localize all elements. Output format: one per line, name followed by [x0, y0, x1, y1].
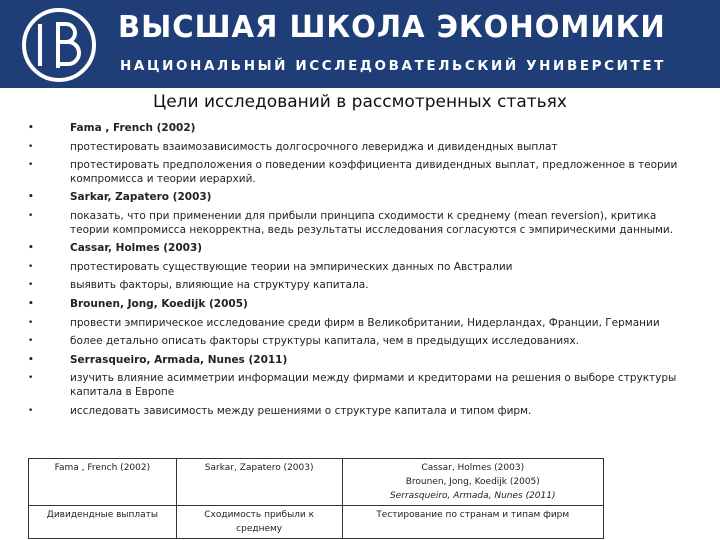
bullet-item	[28, 261, 688, 275]
bullet-dot-icon: •	[28, 405, 34, 416]
bullet-text: исследовать зависимость между решениями о структуре капитала и типом фирм.	[70, 404, 532, 417]
bullet-text: Serrasqueiro, Armada, Nunes (2011)	[70, 353, 288, 366]
table-cell-authors-2: Sarkar, Zapatero (2003)	[176, 459, 342, 506]
bullet-item	[28, 210, 688, 237]
bullet-text: протестировать взаимозависимость долгосрочного левериджа и дивидендных выплат	[70, 140, 558, 153]
bullet-list	[28, 122, 688, 423]
table-cell-line: Serrasqueiro, Armada, Nunes (2011)	[390, 491, 556, 501]
bullet-text: Sarkar, Zapatero (2003)	[70, 191, 212, 204]
table-cell-topic-2: Сходимость прибыли к среднему	[176, 506, 342, 539]
table-row	[29, 459, 604, 506]
bullet-text: показать, что при применении для прибыли принципа сходимости к среднему (mean reversion), критика теории компромисса некорректна, ведь результаты исследования согласуются с эмпирическими данными.	[70, 209, 674, 236]
bullet-text: Cassar, Holmes (2003)	[70, 242, 203, 255]
bullet-item-heading	[28, 242, 688, 256]
table-cell-line: Brounen, Jong, Koedijk (2005)	[405, 477, 540, 487]
bullet-item	[28, 279, 688, 293]
bullet-item	[28, 372, 688, 399]
bullet-dot-icon: •	[28, 336, 34, 347]
table-cell-topic-1: Дивидендные выплаты	[29, 506, 177, 539]
bullet-text: протестировать предположения о поведении коэффициента дивидендных выплат, предложенное в теории компромисса и теории иерархий.	[70, 159, 678, 185]
bullet-item-heading	[28, 122, 688, 136]
bullet-text: Brounen, Jong, Koedijk (2005)	[70, 297, 248, 310]
bullet-dot-icon: •	[28, 192, 34, 203]
bullet-item-heading	[28, 298, 688, 312]
bullet-dot-icon: •	[28, 123, 34, 133]
summary-table	[28, 458, 604, 539]
university-name: ВЫСШАЯ ШКОЛА ЭКОНОМИКИ	[118, 10, 666, 45]
bullet-dot-icon: •	[28, 298, 34, 309]
bullet-dot-icon: •	[28, 210, 34, 221]
bullet-dot-icon: •	[28, 160, 34, 171]
bullet-dot-icon: •	[28, 354, 34, 365]
hse-logo-icon	[22, 8, 96, 82]
bullet-item	[28, 159, 688, 186]
bullet-text: Fama , French (2002)	[70, 122, 196, 134]
bullet-item	[28, 317, 688, 331]
bullet-item-heading	[28, 354, 688, 368]
bullet-dot-icon: •	[28, 141, 34, 152]
bullet-dot-icon: •	[28, 280, 34, 291]
bullet-item	[28, 405, 688, 419]
bullet-text: протестировать существующие теории на эмпирических данных по Австралии	[70, 260, 513, 273]
bullet-item	[28, 335, 688, 349]
header-banner	[0, 0, 720, 88]
bullet-item-heading	[28, 191, 688, 205]
bullet-text: изучить влияние асимметрии информации между фирмами и кредиторами на решения о выборе структуры капитала в Европе	[70, 372, 677, 398]
bullet-dot-icon: •	[28, 261, 34, 272]
hse-logo-glyph	[26, 12, 92, 78]
table-row	[29, 506, 604, 539]
bullet-item	[28, 141, 688, 155]
bullet-dot-icon: •	[28, 317, 34, 328]
bullet-dot-icon: •	[28, 373, 34, 384]
page-title: Цели исследований в рассмотренных статьях	[153, 92, 567, 112]
university-subtitle: НАЦИОНАЛЬНЫЙ ИССЛЕДОВАТЕЛЬСКИЙ УНИВЕРСИТЕТ	[120, 58, 666, 74]
bullet-text: выявить факторы, влияющие на структуру капитала.	[70, 279, 369, 292]
bullet-text: провести эмпирическое исследование среди фирм в Великобритании, Нидерландах, Франции, Германии	[70, 316, 660, 329]
table-cell-topic-3: Тестирование по странам и типам фирм	[342, 506, 603, 539]
bullet-dot-icon: •	[28, 243, 34, 254]
table-cell-line: Cassar, Holmes (2003)	[421, 463, 525, 473]
table-cell-authors-3	[342, 459, 603, 506]
table-cell-authors-1: Fama , French (2002)	[29, 459, 177, 506]
bullet-text: более детально описать факторы структуры капитала, чем в предыдущих исследованиях.	[70, 335, 579, 348]
